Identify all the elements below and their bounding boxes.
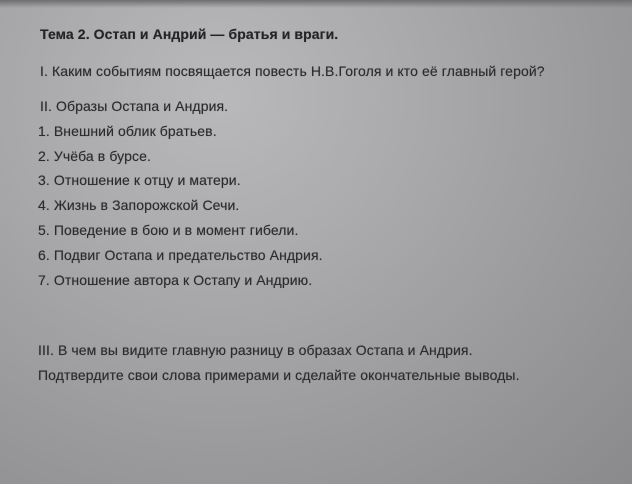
question-3-line-1: III. В чем вы видите главную разницу в образах Остапа и Андрия. [38, 342, 473, 358]
section-2-heading: II. Образы Остапа и Андрия. [40, 98, 229, 114]
list-item: 1. Внешний облик братьев. [38, 123, 217, 139]
list-item: 7. Отношение автора к Остапу и Андрию. [38, 272, 313, 288]
list-item: 4. Жизнь в Запорожской Сечи. [38, 197, 240, 213]
question-1: I. Каким событиям посвящается повесть Н.В.Гоголя и кто её главный герой? [40, 63, 545, 79]
document-title: Тема 2. Остап и Андрий — братья и враги. [40, 26, 339, 42]
list-item: 6. Подвиг Остапа и предательство Андрия. [38, 247, 323, 263]
list-item: 3. Отношение к отцу и матери. [38, 172, 241, 188]
question-3-line-2: Подтвердите свои слова примерами и сделайте окончательные выводы. [38, 367, 520, 383]
list-item: 2. Учёба в бурсе. [38, 148, 151, 164]
list-item: 5. Поведение в бою и в момент гибели. [38, 222, 299, 238]
